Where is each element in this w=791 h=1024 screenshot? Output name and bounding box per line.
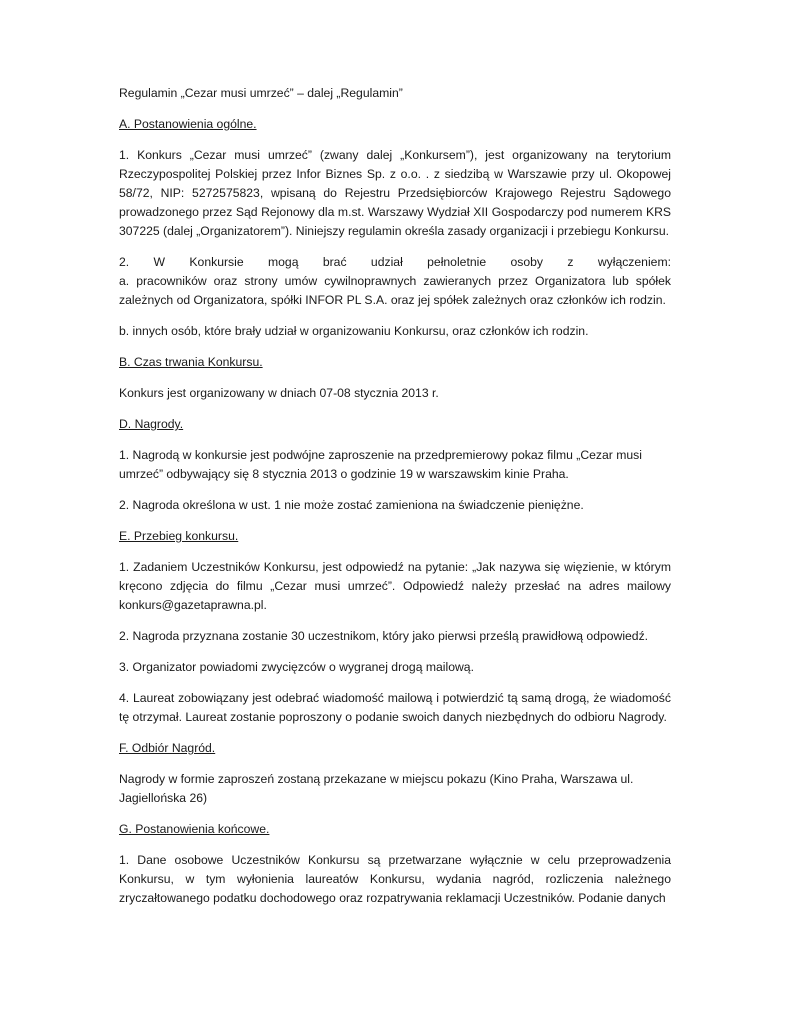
- section-d-paragraph-1-line-2: umrzeć” odbywający się 8 stycznia 2013 o godzinie 19 w warszawskim kinie Praha.: [119, 467, 569, 481]
- section-f-paragraph-1-line-2: Jagiellońska 26): [119, 791, 208, 805]
- section-b-paragraph-1: Konkurs jest organizowany w dniach 07-08 stycznia 2013 r.: [119, 386, 439, 400]
- section-f-paragraph-1-line-1: Nagrody w formie zaproszeń zostaną przekazane w miejscu pokazu (Kino Praha, Warszawa ul.: [119, 772, 634, 786]
- section-g-heading: G. Postanowienia końcowe.: [119, 822, 270, 836]
- section-a-heading: A. Postanowienia ogólne.: [119, 117, 257, 131]
- section-e-heading: E. Przebieg konkursu.: [119, 529, 239, 543]
- section-a-paragraph-2-point-b: b. innych osób, które brały udział w organizowaniu Konkursu, oraz członków ich rodzin.: [119, 324, 589, 338]
- section-f-paragraph-1: [119, 770, 671, 808]
- section-e-paragraph-2: 2. Nagroda przyznana zostanie 30 uczestnikom, który jako pierwsi prześlą prawidłową odpowiedź.: [119, 629, 649, 643]
- section-e-paragraph-3: 3. Organizator powiadomi zwycięzców o wygranej drogą mailową.: [119, 660, 474, 674]
- section-b-heading: B. Czas trwania Konkursu.: [119, 355, 263, 369]
- section-a-paragraph-2-intro: 2. W Konkursie mogą brać udział pełnoletnie osoby z wyłączeniem:: [119, 255, 671, 269]
- section-f-heading: F. Odbiór Nagród.: [119, 741, 216, 755]
- section-a-paragraph-2-point-a: a. pracowników oraz strony umów cywilnoprawnych zawieranych przez Organizatora lub spółek zależnych od Organizatora, spółki INFOR PL S.A. oraz jej spółek zależnych oraz członków ich rodzin.: [119, 274, 671, 307]
- section-a-paragraph-1: 1. Konkurs „Cezar musi umrzeć” (zwany dalej „Konkursem”), jest organizowany na terytorium Rzeczypospolitej Polskiej przez Infor Biznes Sp. z o.o. . z siedzibą w Warszawie przy ul. Okopowej 58/72, NIP: 5272575823, wpisaną do Rejestru Przedsiębiorców Krajowego Rejestru Sądowego prowadzonego przez Sąd Rejonowy dla m.st. Warszawy Wydział XII Gospodarczy pod numerem KRS 307225 (dalej „Organizatorem”). Niniejszy regulamin określa zasady organizacji i przebiegu Konkursu.: [119, 148, 671, 238]
- section-d-paragraph-2: 2. Nagroda określona w ust. 1 nie może zostać zamieniona na świadczenie pieniężne.: [119, 498, 584, 512]
- section-d-heading: D. Nagrody.: [119, 417, 184, 431]
- section-g-paragraph-1: 1. Dane osobowe Uczestników Konkursu są przetwarzane wyłącznie w celu przeprowadzenia Konkursu, w tym wyłonienia laureatów Konkursu, wydania nagród, rozliczenia należnego zryczałtowanego podatku dochodowego oraz rozpatrywania reklamacji Uczestników. Podanie danych: [119, 853, 671, 905]
- section-e-paragraph-4: 4. Laureat zobowiązany jest odebrać wiadomość mailową i potwierdzić tą samą drogą, że wiadomość tę otrzymał. Laureat zostanie poproszony o podanie swoich danych niezbędnych do odbioru Nagrody.: [119, 691, 671, 724]
- section-d-paragraph-1: [119, 446, 671, 484]
- section-a-paragraph-2: [119, 253, 671, 310]
- section-d-paragraph-1-line-1: 1. Nagrodą w konkursie jest podwójne zaproszenie na przedpremierowy pokaz filmu „Cezar musi: [119, 448, 642, 462]
- section-e-paragraph-1: 1. Zadaniem Uczestników Konkursu, jest odpowiedź na pytanie: „Jak nazywa się więzienie, w którym kręcono zdjęcia do filmu „Cezar musi umrzeć”. Odpowiedź należy przesłać na adres mailowy konkurs@gazetaprawna.pl.: [119, 560, 671, 612]
- document-page: [119, 84, 671, 920]
- document-title: Regulamin „Cezar musi umrzeć” – dalej „Regulamin”: [119, 86, 403, 100]
